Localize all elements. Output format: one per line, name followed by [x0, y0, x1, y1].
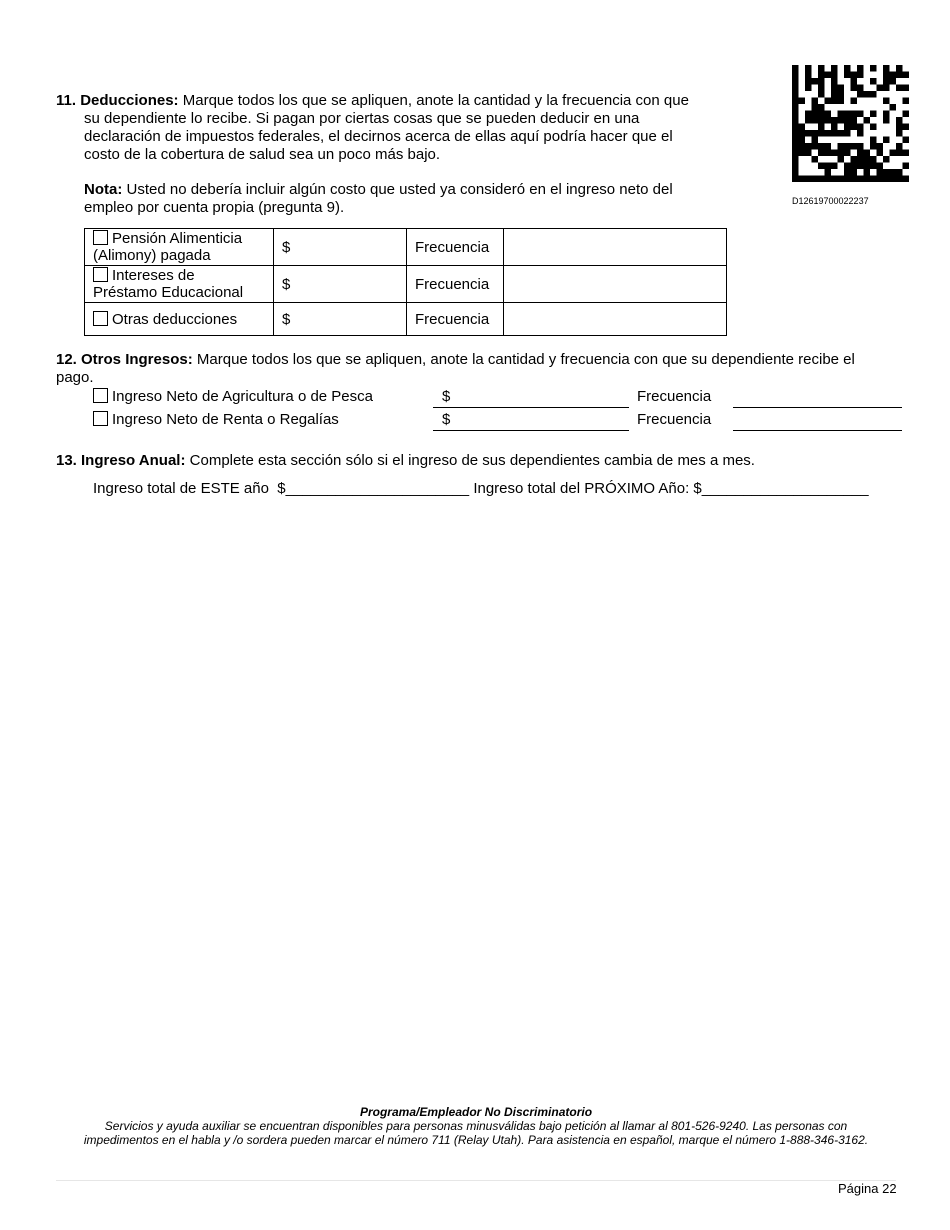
student-loan-label-line2: Préstamo Educacional [93, 284, 244, 301]
rent-royalties-amount-field[interactable] [433, 410, 629, 431]
farm-fishing-amount-field[interactable] [433, 387, 629, 408]
section-13 [56, 452, 916, 470]
section-11 [56, 92, 706, 164]
section-13-text: Complete esta sección sólo si el ingreso de sus dependientes cambia de mes a mes. [189, 452, 755, 469]
deductions-table [84, 228, 727, 336]
frequency-label: Frecuencia [637, 388, 712, 405]
frequency-label: Frecuencia [637, 411, 712, 428]
alimony-label-line1: Pensión Alimenticia [112, 230, 243, 247]
rent-royalties-checkbox[interactable] [93, 411, 108, 426]
alimony-checkbox[interactable] [93, 230, 108, 245]
section-11-text: Marque todos los que se apliquen, anote la cantidad y la frecuencia con que su dependiente lo recibe. Si pagan por ciertas cosas que se pueden deducir en una declaración de impuestos federales, el decirnos acerca de ellas aquí podría hacer que el costo de la cobertura de salud sea un poco más bajo. [84, 92, 689, 163]
footer-line-1: Servicios y ayuda auxiliar se encuentran disponibles para personas minusválidas bajo petición al llamar al 801-526-9240. Las personas con [104, 1119, 848, 1133]
student-loan-frequency-field[interactable] [504, 266, 727, 303]
footer-title: Programa/Empleador No Discriminatorio [359, 1105, 593, 1119]
rent-royalties-frequency-field[interactable] [733, 410, 902, 431]
table-row [85, 266, 727, 303]
table-row [85, 229, 727, 266]
frequency-label-cell [407, 266, 504, 303]
other-income-row [93, 410, 903, 432]
frequency-label: Frecuencia [415, 310, 490, 328]
note-label: Nota: [84, 181, 123, 198]
other-deductions-frequency-field[interactable] [504, 303, 727, 336]
other-income-row [93, 387, 903, 409]
farm-fishing-label: Ingreso Neto de Agricultura o de Pesca [112, 388, 373, 405]
page-number: Página 22 [838, 1181, 897, 1196]
annual-income-fields [93, 480, 913, 498]
frequency-label-cell [407, 229, 504, 266]
deduction-label-cell [85, 229, 274, 266]
farm-fishing-checkbox[interactable] [93, 388, 108, 403]
barcode-id-text: D12619700022237 [792, 196, 869, 206]
other-deductions-checkbox[interactable] [93, 311, 108, 326]
note-text: Usted no debería incluir algún costo que usted ya consideró en el ingreso neto del empleo por cuenta propia (pregunta 9). [84, 181, 673, 216]
other-deductions-amount-field[interactable] [274, 303, 407, 336]
alimony-frequency-field[interactable] [504, 229, 727, 266]
section-12-number: 12. Otros Ingresos: [56, 351, 193, 368]
footer-divider [56, 1180, 896, 1181]
deduction-label-cell [85, 303, 274, 336]
student-loan-checkbox[interactable] [93, 267, 108, 282]
farm-fishing-frequency-field[interactable] [733, 387, 902, 408]
next-year-income-field[interactable]: Ingreso total del PRÓXIMO Año: $____________________ [473, 480, 869, 497]
datamatrix-barcode [792, 65, 909, 182]
footer-line-2: impedimentos en el habla y /o sordera pueden marcar el número 711 (Relay Utah). Para asistencia en español, marque el número 1-888-346-3162. [83, 1133, 869, 1147]
dollar-sign: $ [442, 411, 451, 428]
dollar-sign: $ [282, 310, 291, 328]
footer [56, 1105, 896, 1147]
section-13-number: 13. Ingreso Anual: [56, 452, 186, 469]
other-deductions-label: Otras deducciones [112, 310, 238, 328]
alimony-amount-field[interactable] [274, 229, 407, 266]
rent-royalties-label: Ingreso Neto de Renta o Regalías [112, 411, 339, 428]
section-12-text: Marque todos los que se apliquen, anote la cantidad y frecuencia con que su dependiente recibe el pago. [56, 351, 855, 386]
frequency-label: Frecuencia [415, 238, 490, 256]
dollar-sign: $ [282, 238, 291, 256]
alimony-label-line2: (Alimony) pagada [93, 247, 211, 264]
section-11-number: 11. Deducciones: [56, 92, 179, 109]
this-year-income-field[interactable]: Ingreso total de ESTE año $______________________ [93, 480, 470, 497]
section-12 [56, 351, 896, 387]
section-11-note [84, 181, 714, 217]
deduction-label-cell [85, 266, 274, 303]
student-loan-label-line1: Intereses de [112, 267, 195, 284]
dollar-sign: $ [442, 388, 451, 405]
table-row [85, 303, 727, 336]
student-loan-amount-field[interactable] [274, 266, 407, 303]
frequency-label: Frecuencia [415, 275, 490, 293]
frequency-label-cell [407, 303, 504, 336]
dollar-sign: $ [282, 275, 291, 293]
